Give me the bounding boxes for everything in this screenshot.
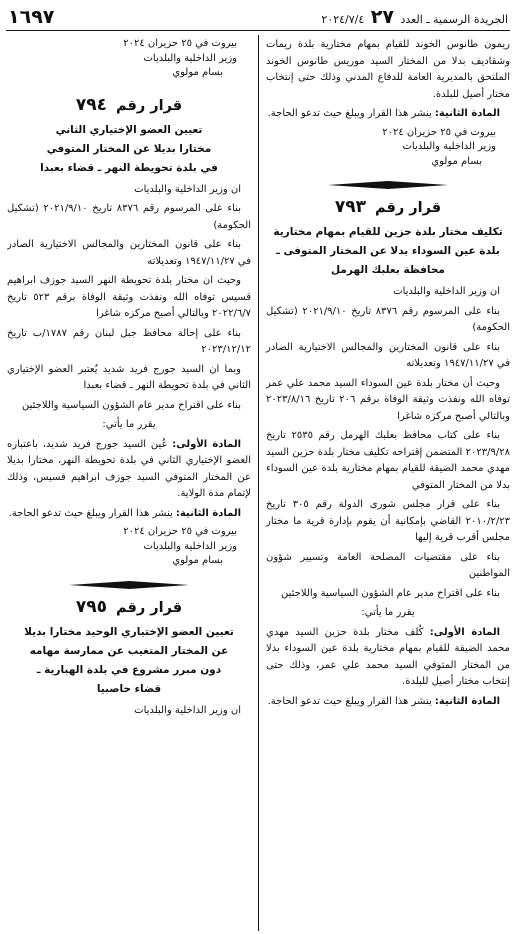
article-2-prev: المادة الثانية: ينشر هذا القرار ويبلغ حيث تدعو الحاجة.	[267, 108, 500, 119]
recital-6: بناء على مقتضيات المصلحة العامة وتسيير شؤون المواطنين	[266, 551, 510, 579]
ornament-icon	[69, 581, 189, 589]
recital-2: بناء على قانون المختارين والمجالس الاختيارية الصادر في ١٩٤٧/١١/٢٧ وتعديلاته	[266, 341, 510, 369]
section-divider-ornament	[266, 181, 510, 189]
ornament-icon	[328, 181, 448, 189]
recital-1: بناء على المرسوم رقم ٨٣٧٦ تاريخ ٢٠٢١/٩/١٠ (تشكيل الحكومة)	[7, 203, 251, 231]
decides-line: يقرر ما يأتي:	[361, 607, 415, 618]
article-2: المادة الثانية: ينشر هذا القرار ويبلغ حيث تدعو الحاجة.	[8, 507, 241, 519]
issue-number: ٢٧	[370, 6, 394, 28]
decision-795-heading: تعيين العضو الإختياري الوحيد مختارا بديلا عن المختار المتغيب عن ممارسة مهامه دون مبرر مشروع في بلدة الهبارية ـ قضاء حاصبيا	[24, 625, 234, 695]
decides-line: يقرر ما يأتي:	[102, 419, 156, 430]
recital-1: بناء على المرسوم رقم ٨٣٧٦ تاريخ ٢٠٢١/٩/١٠ (تشكيل الحكومة)	[266, 305, 510, 333]
recital-3: وحيث ان مختار بلدة تحويطة النهر السيد جوزف ابراهيم قسيس توفاه الله ونفذت وثيقة الوفاة برقم ٥٢٣ تاريخ ٢٠٢٢/٦/٧ وبالتالي أصبح مركزه شاغرا	[7, 275, 251, 319]
article-2: المادة الثانية: ينشر هذا القرار ويبلغ حيث تدعو الحاجة.	[267, 695, 500, 707]
signature-name: بسام مولوي	[172, 555, 223, 566]
issue-date: ٢٠٢٤/٧/٤	[321, 13, 365, 26]
recital-4: بناء على إحالة محافظ جبل لبنان رقم ١٧٨٧/ب تاريخ ٢٠٢٣/١٢/١٢	[7, 327, 251, 355]
signature-date: بيروت في ٢٥ حزيران ٢٠٢٤	[123, 38, 237, 49]
recital-5: بناء على قرار مجلس شورى الدولة رقم ٣٠٥ تاريخ ٢٠١٠/٢/٢٣ القاضي بإمكانية أن يقوم بإدارة قرية ما مختار مجلس أقرب قرية إليها	[266, 499, 510, 543]
signature-title: وزير الداخلية والبلديات	[143, 540, 237, 552]
decision-794-title: قرار رقم ٧٩٤	[75, 94, 183, 115]
signature-name: بسام مولوي	[431, 155, 482, 167]
signature-title: وزير الداخلية والبلديات	[143, 52, 237, 64]
recital-5: وبما ان السيد جورج فريد شديد يُعتبر العضو الإختياري الثاني في بلدة تحويطة النهر ـ قضاء بعبدا	[7, 363, 251, 391]
signature-title: وزير الداخلية والبلديات	[402, 141, 496, 152]
minister-intro: ان وزير الداخلية والبلديات	[134, 183, 241, 195]
minister-intro: ان وزير الداخلية والبلديات	[393, 286, 500, 297]
decision-793-title: قرار رقم ٧٩٣	[334, 197, 442, 217]
recital-2: بناء على قانون المختارين والمجالس الاختيارية الصادر في ١٩٤٧/١١/٢٧ وتعديلاته	[7, 239, 251, 267]
page-number: ١٦٩٧	[8, 6, 55, 28]
recital-7: بناء على اقتراح مدير عام الشؤون السياسية واللاجئين	[281, 587, 500, 599]
left-column	[7, 31, 256, 931]
minister-intro: ان وزير الداخلية والبلديات	[134, 704, 241, 716]
article-1: المادة الأولى: عُين السيد جورج فريد شديد، باعتباره العضو الإختياري الثاني في بلدة تحويطة النهر، مختارا بديلا عن المختار المتوفي السيد جوزف ابراهيم قسيس، وذلك لإتمام مدة الولاية.	[7, 438, 251, 499]
article-1: المادة الأولى: كُلف مختار بلدة حزين السيد مهدي محمد الضيقة للقيام بمهام مختارية بلدة عين السوداء بدلا من المختار المتوفي السيد محمد علي عمر، وذلك حتى إنتخاب مختار أصيل للبلدة.	[266, 626, 510, 687]
journal-header-info	[321, 6, 508, 28]
decision-793-heading: تكليف مختار بلدة حزين للقيام بمهام مختارية بلدة عين السوداء بدلا عن المختار المتوفى ـ محافظة بعلبك الهرمل	[273, 226, 503, 276]
recital-3: وحيث أن مختار بلدة عين السوداء السيد محمد علي عمر توفاه الله ونفذت وثيقة الوفاة برقم ٢٠٦ تاريخ ٢٠٢٣/٨/١٦ وبالتالي أصبح مركزه شاغرا	[266, 377, 510, 422]
page-header	[6, 6, 510, 31]
decision-795-title: قرار رقم ٧٩٥	[75, 596, 183, 617]
journal-title: الجريدة الرسمية ـ العدد	[400, 13, 508, 26]
signature-date: بيروت في ٢٥ حزيران ٢٠٢٤	[123, 526, 237, 537]
continued-paragraph: ريمون طانوس الخوند للقيام بمهام مختارية بلدة ريمات وشقاديف بدلا من المختار السيد موريس طانوس الخوند الملتحق بالمديرية العامة للدفاع المدني وذلك حتى إنتخاب مختار أصيل للبلدة.	[266, 39, 510, 100]
two-column-body	[6, 31, 510, 931]
recital-4: بناء على كتاب محافظ بعلبك الهرمل رقم ٢٥٣٥ تاريخ ٢٠٢٣/٩/٢٨ المتضمن إقتراحه تكليف مختار بلدة حزين السيد مهدي محمد الضيقة للقيام بمهام مختارية بلدة عين السوداء بدلا من المختار المتوفي	[266, 430, 510, 491]
section-divider-ornament	[7, 581, 251, 589]
signature-date: بيروت في ٢٥ حزيران ٢٠٢٤	[382, 126, 496, 138]
decision-794-heading: تعيين العضو الإختياري الثاني مختارا بديلا عن المختار المتوفي في بلدة تحويطة النهر ـ قضاء بعبدا	[40, 123, 218, 174]
recital-6: بناء على اقتراح مدير عام الشؤون السياسية واللاجئين	[22, 399, 241, 411]
column-divider	[258, 35, 259, 931]
right-column	[261, 31, 510, 931]
signature-name: بسام مولوي	[172, 67, 223, 78]
